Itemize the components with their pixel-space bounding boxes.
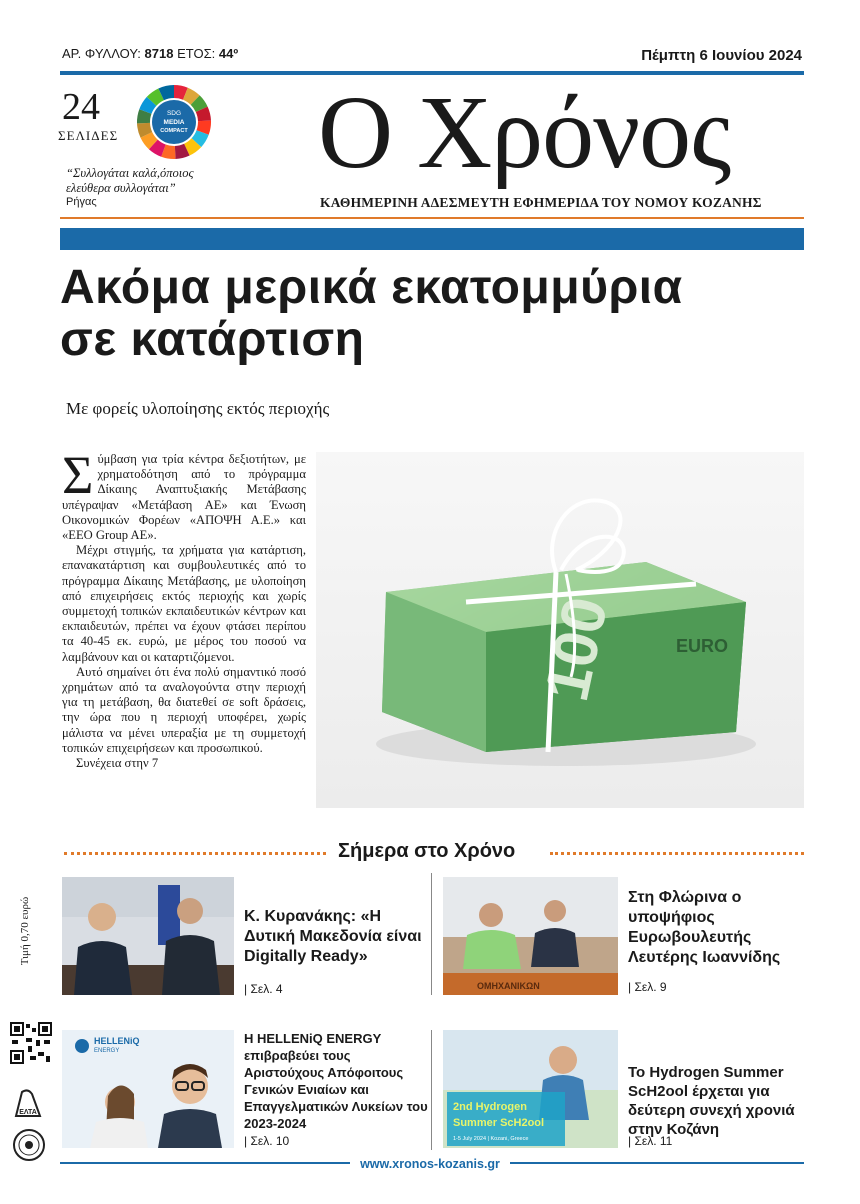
year-value: 44º [218, 46, 239, 61]
continued-link[interactable]: Συνέχεια στην 7 [76, 756, 159, 771]
elta-label: ΕΛΤΑ [19, 1109, 37, 1116]
column-divider [431, 1030, 432, 1150]
story-ioannidis-title[interactable]: Στη Φλώρινα ο υποψήφιος Ευρωβουλευτής Λευτέρης Ιωαννίδης [628, 889, 781, 966]
hydrogen-line-2: Summer ScH2ool [453, 1117, 545, 1129]
newspaper-subtitle: ΚΑΘΗΜΕΡΙΝΗ ΑΔΕΣΜΕΥΤΗ ΕΦΗΜΕΡΙΔΑ ΤΟΥ ΝΟΜΟΥ ΚΟΖΑΝΗΣ [320, 195, 762, 210]
blue-band [60, 228, 804, 250]
section-divider-left [64, 852, 326, 855]
issue-number: 8718 [144, 46, 174, 61]
orange-rule [60, 217, 804, 219]
article-paragraph-1 [62, 445, 306, 543]
publication-date: Πέμπτη 6 Ιουνίου 2024 [641, 47, 802, 64]
sdg-line-3: COMPACT [160, 128, 188, 134]
story-ioannidis-page: | Σελ. 9 [628, 980, 667, 994]
qr-code-icon[interactable] [10, 1022, 52, 1064]
hydrogen-school-photo [443, 1030, 618, 1148]
sdg-line-2: MEDIA [163, 119, 185, 126]
elta-postal-icon [12, 1086, 44, 1122]
helleniq-photo [62, 1030, 234, 1148]
headline-line-2: σε κατάρτιση [60, 313, 365, 366]
headline-line-1: Ακόμα μερικά εκατομμύρια [60, 261, 683, 314]
paragraph-1-text: ύμβαση για τρία κέντρα δεξιοτήτων, με χρηματοδότηση από το πρόγραμμα Δίκαιης Αναπτυξιακής Μετάβασης υπέγραψαν «Μετάβαση ΑΕ» και Ένωση Οικονομικών Φορέων «ΑΠΟΨΗ Α.Ε.» και «ΕΕΟ Group AE». [62, 452, 306, 543]
helleniq-logo-text: HELLENiQ [94, 1036, 140, 1046]
ioannidis-photo [443, 877, 618, 995]
kyranakis-photo [62, 877, 234, 995]
article-paragraph-3: Αυτό σημαίνει ότι ένα πολύ σημαντικό ποσό χρημάτων από τα αναλογούντα στην περιοχή για τη μετάβαση, θα διατεθεί σε soft δράσεις, την ώρα που η περιοχή υποφέρει, χωρίς μάλιστα να μένει υπεραξία με τη συμμετοχή τοπικών επιχειρήσεων και προσωπικού. [62, 664, 306, 755]
main-subhead: Με φορείς υλοποίησης εκτός περιοχής [66, 399, 330, 418]
section-divider-right [550, 852, 804, 855]
website-url-wrap [0, 1155, 860, 1173]
quote-author: Ρήγας [66, 196, 97, 208]
story-hydrogen-page: | Σελ. 11 [628, 1134, 673, 1148]
website-url[interactable]: www.xronos-kozanis.gr [350, 1157, 510, 1171]
story-kyranakis-title[interactable]: Κ. Κυρανάκης: «Η Δυτική Μακεδονία είναι Digitally Ready» [244, 908, 422, 965]
money-gift-photo [316, 452, 804, 808]
helleniq-logo-sub: ENERGY [94, 1048, 120, 1054]
page-count-label: ΣΕΛΙΔΕΣ [58, 128, 119, 143]
story-kyranakis-page: | Σελ. 4 [244, 982, 283, 996]
drop-cap: Σ [62, 445, 94, 505]
main-headline [60, 262, 820, 366]
page-count: 24 [62, 86, 100, 128]
story-helleniq-page: | Σελ. 10 [244, 1134, 290, 1148]
hydrogen-line-3: 1-5 July 2024 | Kozani, Greece [453, 1136, 529, 1142]
sdg-media-compact-logo [136, 84, 212, 160]
price-label [14, 880, 38, 990]
article-body [62, 445, 306, 771]
hydrogen-line-1: 2nd Hydrogen [453, 1101, 527, 1113]
price-text: Τιμή 0,70 ευρώ [19, 896, 31, 966]
masthead-quote: “Συλλογάται καλά,όποιος ελεύθερα συλλογάται” [66, 166, 194, 195]
article-paragraph-2: Μέχρι στιγμής, τα χρήματα για κατάρτιση, επανακατάρτιση και συμβουλευτικές από το πρόγραμμα Δίκαιης Μετάβασης, με υλοποίηση από επιχειρήσεις εκτός περιοχής και χωρίς συμμετοχή τοπικών εκπαιδευτικών κέντρων και εκπαιδευτών, πρέπει να έχουν φτάσει περίπου τα 40-45 εκ. ευρώ, με μέρος του ποσού να λαμβάνουν και οι καταρτιζόμενοι. [62, 543, 306, 664]
sdg-line-1: SDG [166, 110, 182, 117]
banknote-label: EURO [676, 636, 729, 656]
column-divider [431, 873, 432, 995]
story-hydrogen-title[interactable]: Το Hydrogen Summer ScH2ool έρχεται για δεύτερη συνεχή χρονιά στην Κοζάνη [628, 1064, 795, 1138]
story-helleniq-title[interactable]: Η HELLENiQ ENERGY επιβραβεύει τους Αριστούχους Απόφοιτους Γενικών Ενιαίων και Επαγγελματικών Λυκείων του 2023-2024 [244, 1031, 428, 1131]
banner-text: ΟΜΗΧΑΝΙΚΩΝ [477, 981, 540, 991]
issue-info [62, 46, 238, 61]
banknote-value: 100 [532, 591, 622, 707]
today-section-title: Σήμερα στο Χρόνο [338, 840, 516, 862]
year-label: ΕΤΟΣ: [177, 46, 216, 61]
newspaper-title: Ο Χρόνος [318, 75, 731, 190]
issue-label: ΑΡ. ΦΥΛΛΟΥ: [62, 46, 141, 61]
